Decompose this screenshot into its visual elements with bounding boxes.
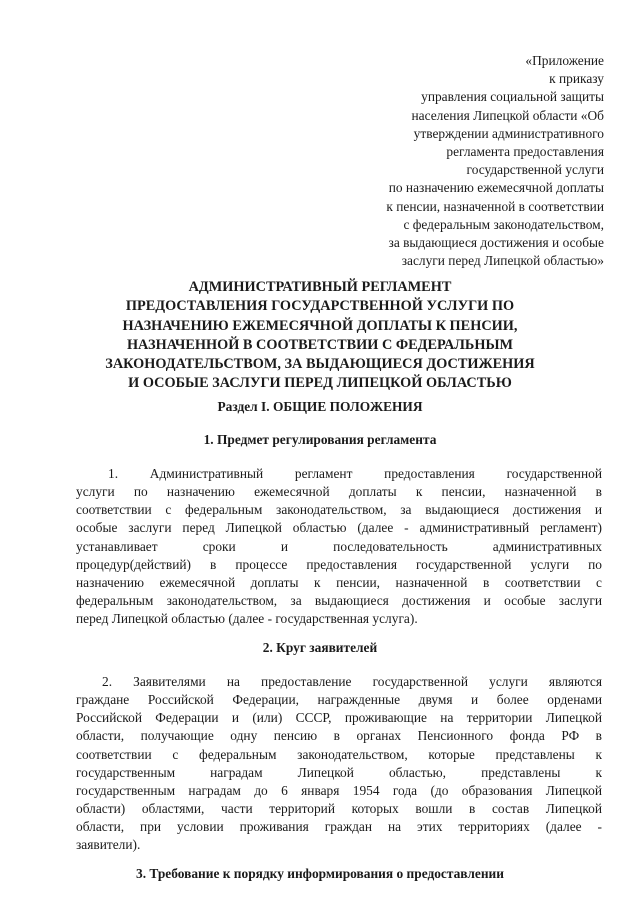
appendix-line: государственной услуги bbox=[466, 162, 604, 178]
paragraph-line: государственным наградам Липецкой областью, представлены к bbox=[76, 764, 602, 780]
heading-applicants: 2. Круг заявителей bbox=[262, 640, 378, 655]
appendix-line: утверждении административного bbox=[413, 125, 604, 141]
title-line: НАЗНАЧЕННОЙ В СООТВЕТСТВИИ С ФЕДЕРАЛЬНЫМ bbox=[126, 336, 514, 353]
section-heading: Раздел I. ОБЩИЕ ПОЛОЖЕНИЯ bbox=[217, 399, 423, 414]
paragraph-line: области, при условии проживания граждан на этих территориях (далее - bbox=[76, 819, 602, 835]
paragraph-line: процедур(действий) в процессе предоставления государственной услуги по bbox=[76, 556, 602, 572]
appendix-line: к пенсии, назначенной в соответствии bbox=[386, 198, 604, 214]
paragraph-line: особые заслуги перед Липецкой областью (далее - административный регламент) bbox=[76, 520, 602, 536]
paragraph-line: 1. Административный регламент предоставления государственной bbox=[108, 466, 602, 481]
paragraph-line: Российской Федерации и (или) СССР, проживающие на территории Липецкой bbox=[76, 710, 602, 726]
title-line: ЗАКОНОДАТЕЛЬСТВОМ, ЗА ВЫДАЮЩИЕСЯ ДОСТИЖЕНИЯ bbox=[105, 356, 535, 373]
appendix-reference bbox=[344, 52, 604, 270]
document-title bbox=[70, 278, 570, 394]
appendix-line: по назначению ежемесячной доплаты bbox=[388, 180, 604, 196]
paragraph-line: назначению ежемесячной доплаты к пенсии, назначенной в соответствии с bbox=[76, 574, 602, 590]
paragraph-line: государственным наградам до 6 января 1954 года (до образования Липецкой bbox=[76, 782, 602, 798]
paragraph-line: соответствии с федеральным законодательством, за выдающиеся достижения и bbox=[76, 502, 602, 518]
paragraph-line: устанавливает сроки и последовательность административных bbox=[76, 538, 602, 554]
paragraph-line: перед Липецкой областью (далее - государственная услуга). bbox=[76, 611, 418, 627]
paragraph-line: граждане Российской Федерации, награжденные двумя и более орденами bbox=[76, 692, 602, 708]
paragraph-line: заявители). bbox=[76, 837, 141, 853]
heading-subject: 1. Предмет регулирования регламента bbox=[203, 432, 437, 447]
appendix-line: «Приложение bbox=[525, 53, 604, 68]
heading-informing: 3. Требование к порядку информирования о предоставлении bbox=[136, 866, 504, 881]
title-line: И ОСОБЫЕ ЗАСЛУГИ ПЕРЕД ЛИПЕЦКОЙ ОБЛАСТЬЮ bbox=[128, 375, 512, 392]
paragraph-line: области, получающие одну пенсию в органах Пенсионного фонда РФ в bbox=[76, 728, 602, 744]
paragraph-applicants bbox=[76, 673, 602, 854]
appendix-line: регламента предоставления bbox=[446, 144, 604, 160]
title-line: АДМИНИСТРАТИВНЫЙ РЕГЛАМЕНТ bbox=[188, 279, 452, 295]
paragraph-line: соответствии с федеральным законодательством, которые представлены к bbox=[76, 746, 602, 762]
appendix-line: за выдающиеся достижения и особые bbox=[388, 235, 604, 251]
appendix-line: управления социальной защиты bbox=[421, 89, 604, 105]
appendix-line: населения Липецкой области «Об bbox=[411, 107, 604, 123]
appendix-line: к приказу bbox=[549, 71, 604, 87]
paragraph-subject bbox=[76, 465, 602, 628]
title-line: ПРЕДОСТАВЛЕНИЯ ГОСУДАРСТВЕННОЙ УСЛУГИ ПО bbox=[125, 298, 515, 315]
paragraph-line: 2. Заявителями на предоставление государственной услуги являются bbox=[102, 674, 602, 689]
paragraph-line: федеральным законодательством, за выдающиеся достижения и особые заслуги bbox=[76, 592, 602, 608]
appendix-line: заслуги перед Липецкой областью» bbox=[401, 253, 604, 269]
title-line: НАЗНАЧЕНИЮ ЕЖЕМЕСЯЧНОЙ ДОПЛАТЫ К ПЕНСИИ, bbox=[122, 317, 518, 334]
paragraph-line: услуги по назначению ежемесячной доплаты к пенсии, назначенной в bbox=[76, 484, 602, 500]
paragraph-line: области) областями, части территорий которых вошли в состав Липецкой bbox=[76, 800, 602, 816]
appendix-line: с федеральным законодательством, bbox=[403, 216, 604, 232]
